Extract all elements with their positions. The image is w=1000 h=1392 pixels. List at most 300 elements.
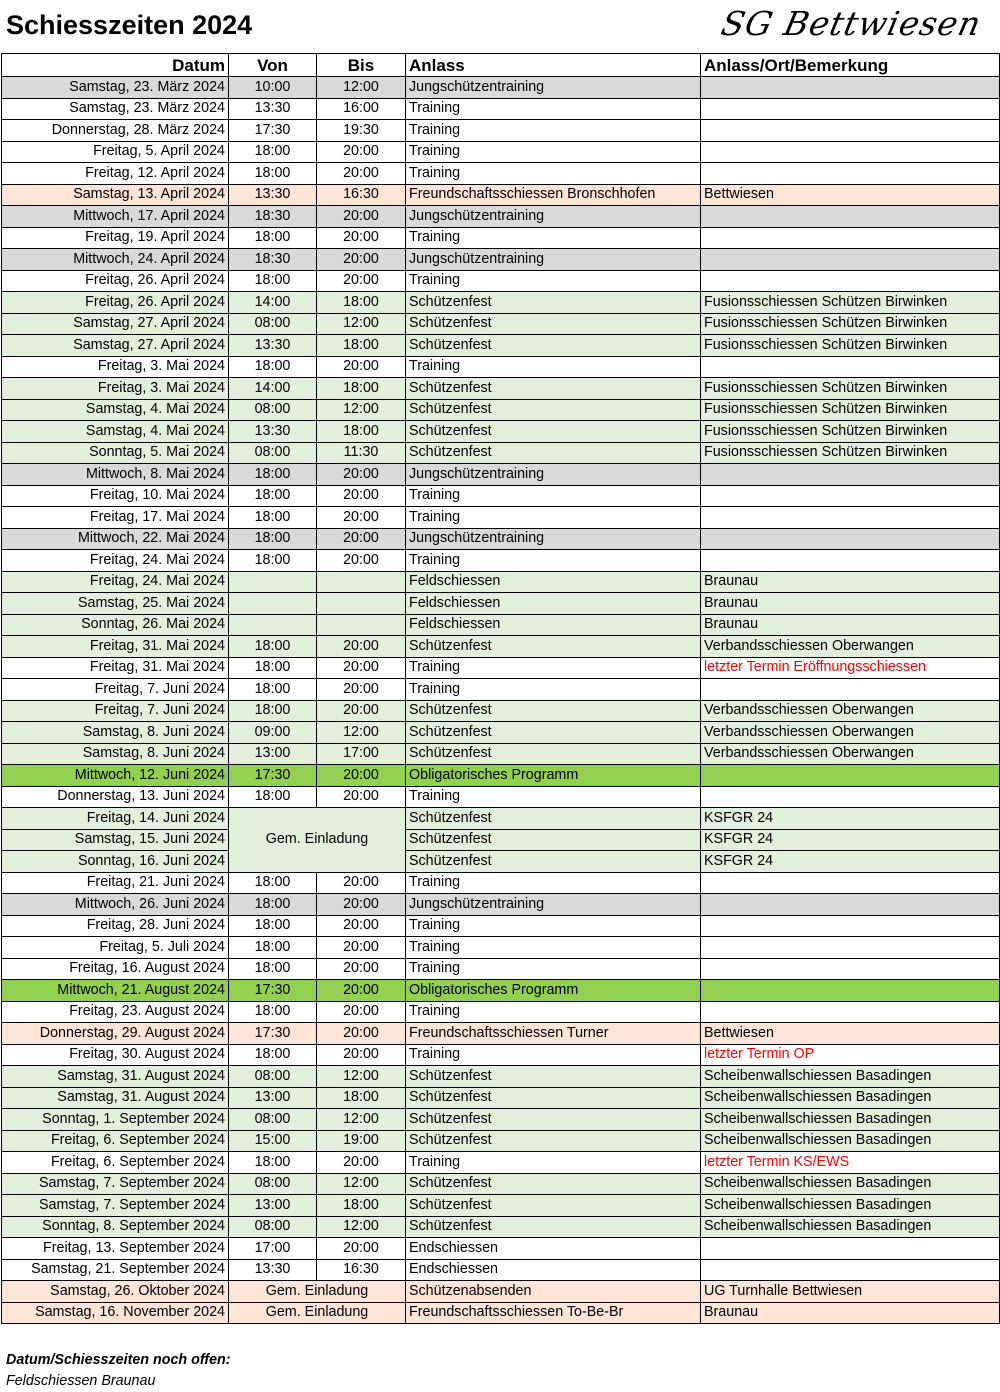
table-row — [2, 249, 1000, 271]
table-row — [2, 679, 1000, 701]
cell-datum: Samstag, 23. März 2024 — [2, 77, 229, 99]
cell-bemerkung: Bettwiesen — [701, 1023, 1000, 1045]
cell-bis: 12:00 — [317, 399, 406, 421]
cell-bemerkung: Scheibenwallschiessen Basadingen — [701, 1173, 1000, 1195]
cell-datum: Samstag, 27. April 2024 — [2, 313, 229, 335]
cell-datum: Freitag, 24. Mai 2024 — [2, 571, 229, 593]
cell-bemerkung — [701, 1238, 1000, 1260]
cell-bemerkung: KSFGR 24 — [701, 829, 1000, 851]
cell-datum: Freitag, 19. April 2024 — [2, 227, 229, 249]
table-row — [2, 485, 1000, 507]
cell-von — [229, 614, 317, 636]
cell-bis: 20:00 — [317, 528, 406, 550]
cell-bemerkung — [701, 1259, 1000, 1281]
cell-bemerkung: Verbandsschiessen Oberwangen — [701, 700, 1000, 722]
cell-datum: Freitag, 5. Juli 2024 — [2, 937, 229, 959]
cell-anlass: Schützenfest — [406, 442, 701, 464]
schedule-table — [1, 53, 1000, 1324]
cell-bis: 20:00 — [317, 915, 406, 937]
cell-von: 18:00 — [229, 1152, 317, 1174]
table-row — [2, 958, 1000, 980]
cell-bis: 18:00 — [317, 292, 406, 314]
header-von: Von — [229, 54, 317, 77]
cell-bemerkung: Scheibenwallschiessen Basadingen — [701, 1066, 1000, 1088]
cell-bemerkung: Scheibenwallschiessen Basadingen — [701, 1216, 1000, 1238]
cell-bis: 20:00 — [317, 636, 406, 658]
table-row — [2, 528, 1000, 550]
cell-bemerkung: letzter Termin OP — [701, 1044, 1000, 1066]
cell-anlass: Training — [406, 1044, 701, 1066]
header-bis: Bis — [317, 54, 406, 77]
cell-bemerkung — [701, 528, 1000, 550]
cell-datum: Freitag, 6. September 2024 — [2, 1152, 229, 1174]
cell-datum: Samstag, 8. Juni 2024 — [2, 743, 229, 765]
cell-bis: 19:00 — [317, 1130, 406, 1152]
table-row — [2, 1302, 1000, 1324]
cell-bemerkung: Braunau — [701, 1302, 1000, 1324]
cell-bis: 20:00 — [317, 894, 406, 916]
cell-von: 13:30 — [229, 335, 317, 357]
cell-bemerkung — [701, 464, 1000, 486]
cell-anlass: Training — [406, 356, 701, 378]
table-row — [2, 313, 1000, 335]
cell-anlass: Schützenfest — [406, 378, 701, 400]
cell-bis: 20:00 — [317, 1238, 406, 1260]
cell-von-bis-merged: Gem. Einladung — [229, 808, 406, 873]
cell-von: 18:00 — [229, 679, 317, 701]
cell-von: 13:30 — [229, 421, 317, 443]
cell-bemerkung — [701, 227, 1000, 249]
cell-datum: Samstag, 16. November 2024 — [2, 1302, 229, 1324]
cell-von: 18:00 — [229, 464, 317, 486]
cell-bemerkung — [701, 937, 1000, 959]
table-row — [2, 77, 1000, 99]
cell-datum: Freitag, 3. Mai 2024 — [2, 356, 229, 378]
cell-anlass: Training — [406, 679, 701, 701]
cell-anlass: Schützenfest — [406, 700, 701, 722]
cell-bemerkung — [701, 98, 1000, 120]
cell-bis — [317, 614, 406, 636]
cell-datum: Sonntag, 16. Juni 2024 — [2, 851, 229, 873]
cell-datum: Samstag, 15. Juni 2024 — [2, 829, 229, 851]
cell-anlass: Training — [406, 227, 701, 249]
table-row — [2, 141, 1000, 163]
table-row — [2, 356, 1000, 378]
table-row — [2, 657, 1000, 679]
cell-bis: 20:00 — [317, 550, 406, 572]
cell-anlass: Training — [406, 1001, 701, 1023]
cell-bis: 20:00 — [317, 206, 406, 228]
cell-datum: Samstag, 4. Mai 2024 — [2, 421, 229, 443]
cell-von: 08:00 — [229, 313, 317, 335]
cell-datum: Freitag, 26. April 2024 — [2, 270, 229, 292]
table-row — [2, 872, 1000, 894]
table-row — [2, 399, 1000, 421]
cell-von: 18:00 — [229, 227, 317, 249]
table-row — [2, 700, 1000, 722]
table-row — [2, 636, 1000, 658]
table-row — [2, 614, 1000, 636]
cell-von: 18:00 — [229, 485, 317, 507]
cell-von: 18:00 — [229, 700, 317, 722]
cell-bis: 12:00 — [317, 1066, 406, 1088]
cell-anlass: Schützenfest — [406, 399, 701, 421]
cell-bemerkung: Verbandsschiessen Oberwangen — [701, 743, 1000, 765]
cell-bemerkung: Fusionsschiessen Schützen Birwinken — [701, 335, 1000, 357]
header-anlass: Anlass — [406, 54, 701, 77]
cell-anlass: Jungschützentraining — [406, 894, 701, 916]
cell-bis: 20:00 — [317, 227, 406, 249]
cell-bis: 20:00 — [317, 980, 406, 1002]
cell-von: 14:00 — [229, 378, 317, 400]
cell-von: 18:30 — [229, 249, 317, 271]
table-row — [2, 206, 1000, 228]
cell-anlass: Training — [406, 507, 701, 529]
cell-anlass: Training — [406, 120, 701, 142]
table-row — [2, 292, 1000, 314]
cell-bemerkung: Fusionsschiessen Schützen Birwinken — [701, 313, 1000, 335]
cell-bis: 18:00 — [317, 378, 406, 400]
cell-bemerkung — [701, 894, 1000, 916]
cell-von: 13:30 — [229, 1259, 317, 1281]
table-row — [2, 851, 1000, 873]
cell-anlass: Schützenfest — [406, 313, 701, 335]
cell-anlass: Training — [406, 786, 701, 808]
cell-datum: Mittwoch, 26. Juni 2024 — [2, 894, 229, 916]
cell-anlass: Training — [406, 163, 701, 185]
cell-datum: Samstag, 25. Mai 2024 — [2, 593, 229, 615]
cell-datum: Samstag, 26. Oktober 2024 — [2, 1281, 229, 1303]
cell-bemerkung: Scheibenwallschiessen Basadingen — [701, 1130, 1000, 1152]
cell-datum: Mittwoch, 17. April 2024 — [2, 206, 229, 228]
cell-anlass: Obligatorisches Programm — [406, 765, 701, 787]
cell-anlass: Training — [406, 937, 701, 959]
cell-anlass: Schützenfest — [406, 1173, 701, 1195]
cell-anlass: Schützenfest — [406, 1216, 701, 1238]
cell-anlass: Schützenfest — [406, 829, 701, 851]
cell-von: 18:00 — [229, 636, 317, 658]
cell-anlass: Freundschaftsschiessen Bronschhofen — [406, 184, 701, 206]
cell-anlass: Obligatorisches Programm — [406, 980, 701, 1002]
table-row — [2, 571, 1000, 593]
cell-datum: Samstag, 7. September 2024 — [2, 1173, 229, 1195]
table-row — [2, 765, 1000, 787]
cell-von: 08:00 — [229, 1066, 317, 1088]
cell-datum: Freitag, 31. Mai 2024 — [2, 636, 229, 658]
cell-anlass: Schützenfest — [406, 335, 701, 357]
cell-bemerkung — [701, 786, 1000, 808]
cell-datum: Samstag, 8. Juni 2024 — [2, 722, 229, 744]
cell-anlass: Training — [406, 485, 701, 507]
cell-datum: Freitag, 3. Mai 2024 — [2, 378, 229, 400]
cell-anlass: Training — [406, 915, 701, 937]
cell-von: 18:00 — [229, 958, 317, 980]
table-row — [2, 270, 1000, 292]
cell-datum: Freitag, 7. Juni 2024 — [2, 679, 229, 701]
cell-von: 18:00 — [229, 141, 317, 163]
cell-bis: 20:00 — [317, 937, 406, 959]
cell-von: 17:30 — [229, 1023, 317, 1045]
cell-anlass: Schützenfest — [406, 1066, 701, 1088]
cell-von-bis-merged: Gem. Einladung — [229, 1302, 406, 1324]
cell-anlass: Jungschützentraining — [406, 249, 701, 271]
cell-datum: Mittwoch, 22. Mai 2024 — [2, 528, 229, 550]
table-row — [2, 1087, 1000, 1109]
table-row — [2, 421, 1000, 443]
cell-bis: 20:00 — [317, 679, 406, 701]
cell-bis: 16:30 — [317, 1259, 406, 1281]
table-row — [2, 1109, 1000, 1131]
cell-von: 17:30 — [229, 765, 317, 787]
table-row — [2, 464, 1000, 486]
cell-bemerkung: Fusionsschiessen Schützen Birwinken — [701, 292, 1000, 314]
table-header-row — [2, 54, 1000, 77]
cell-bemerkung — [701, 507, 1000, 529]
cell-bemerkung: Verbandsschiessen Oberwangen — [701, 722, 1000, 744]
cell-bis: 12:00 — [317, 1216, 406, 1238]
cell-anlass: Training — [406, 550, 701, 572]
cell-bemerkung — [701, 163, 1000, 185]
cell-datum: Freitag, 7. Juni 2024 — [2, 700, 229, 722]
table-row — [2, 550, 1000, 572]
footer-notes — [6, 1350, 231, 1392]
cell-anlass: Schützenfest — [406, 851, 701, 873]
cell-datum: Sonntag, 8. September 2024 — [2, 1216, 229, 1238]
cell-von: 18:00 — [229, 1001, 317, 1023]
table-row — [2, 593, 1000, 615]
cell-bemerkung: Verbandsschiessen Oberwangen — [701, 636, 1000, 658]
cell-bis: 20:00 — [317, 1044, 406, 1066]
cell-von: 08:00 — [229, 1173, 317, 1195]
cell-datum: Freitag, 30. August 2024 — [2, 1044, 229, 1066]
cell-datum: Donnerstag, 13. Juni 2024 — [2, 786, 229, 808]
cell-von: 18:00 — [229, 915, 317, 937]
cell-bemerkung — [701, 77, 1000, 99]
cell-datum: Freitag, 28. Juni 2024 — [2, 915, 229, 937]
table-row — [2, 184, 1000, 206]
cell-datum: Samstag, 31. August 2024 — [2, 1087, 229, 1109]
table-row — [2, 808, 1000, 830]
cell-bemerkung: Scheibenwallschiessen Basadingen — [701, 1195, 1000, 1217]
club-logo: SG Bettwiesen — [717, 4, 986, 43]
cell-von-bis-merged: Gem. Einladung — [229, 1281, 406, 1303]
cell-datum: Freitag, 23. August 2024 — [2, 1001, 229, 1023]
cell-datum: Freitag, 31. Mai 2024 — [2, 657, 229, 679]
table-row — [2, 442, 1000, 464]
cell-von: 17:00 — [229, 1238, 317, 1260]
cell-datum: Freitag, 6. September 2024 — [2, 1130, 229, 1152]
cell-bis: 12:00 — [317, 1173, 406, 1195]
cell-von: 15:00 — [229, 1130, 317, 1152]
cell-bis: 17:00 — [317, 743, 406, 765]
cell-bemerkung — [701, 915, 1000, 937]
cell-bis: 11:30 — [317, 442, 406, 464]
cell-bis: 20:00 — [317, 485, 406, 507]
cell-bis: 20:00 — [317, 507, 406, 529]
cell-anlass: Schützenfest — [406, 292, 701, 314]
cell-bemerkung — [701, 980, 1000, 1002]
cell-bemerkung: Fusionsschiessen Schützen Birwinken — [701, 378, 1000, 400]
cell-anlass: Endschiessen — [406, 1238, 701, 1260]
table-row — [2, 980, 1000, 1002]
cell-anlass: Schützenfest — [406, 636, 701, 658]
cell-datum: Samstag, 23. März 2024 — [2, 98, 229, 120]
cell-bemerkung: Braunau — [701, 614, 1000, 636]
cell-datum: Mittwoch, 21. August 2024 — [2, 980, 229, 1002]
cell-datum: Freitag, 12. April 2024 — [2, 163, 229, 185]
cell-anlass: Jungschützentraining — [406, 528, 701, 550]
cell-bemerkung: Braunau — [701, 593, 1000, 615]
cell-datum: Freitag, 24. Mai 2024 — [2, 550, 229, 572]
cell-von: 18:00 — [229, 786, 317, 808]
cell-datum: Samstag, 13. April 2024 — [2, 184, 229, 206]
table-row — [2, 829, 1000, 851]
cell-bemerkung — [701, 679, 1000, 701]
cell-bemerkung: UG Turnhalle Bettwiesen — [701, 1281, 1000, 1303]
cell-bemerkung — [701, 550, 1000, 572]
cell-anlass: Schützenfest — [406, 1087, 701, 1109]
cell-anlass: Jungschützentraining — [406, 206, 701, 228]
cell-anlass: Training — [406, 872, 701, 894]
cell-bis: 20:00 — [317, 249, 406, 271]
cell-datum: Sonntag, 1. September 2024 — [2, 1109, 229, 1131]
cell-von: 18:00 — [229, 356, 317, 378]
cell-von: 18:00 — [229, 872, 317, 894]
cell-datum: Samstag, 27. April 2024 — [2, 335, 229, 357]
cell-bis: 20:00 — [317, 1001, 406, 1023]
cell-bemerkung — [701, 485, 1000, 507]
cell-bis: 20:00 — [317, 958, 406, 980]
cell-bis: 20:00 — [317, 356, 406, 378]
cell-bis: 20:00 — [317, 765, 406, 787]
cell-bis: 18:00 — [317, 1195, 406, 1217]
cell-datum: Samstag, 7. September 2024 — [2, 1195, 229, 1217]
cell-anlass: Training — [406, 657, 701, 679]
cell-anlass: Jungschützentraining — [406, 464, 701, 486]
cell-von: 13:30 — [229, 98, 317, 120]
table-row — [2, 894, 1000, 916]
cell-von: 18:00 — [229, 657, 317, 679]
cell-von: 17:30 — [229, 980, 317, 1002]
cell-von: 18:00 — [229, 270, 317, 292]
cell-datum: Freitag, 10. Mai 2024 — [2, 485, 229, 507]
cell-von: 08:00 — [229, 1109, 317, 1131]
cell-bemerkung — [701, 120, 1000, 142]
cell-von — [229, 571, 317, 593]
cell-bemerkung: KSFGR 24 — [701, 851, 1000, 873]
cell-bemerkung — [701, 270, 1000, 292]
cell-bis — [317, 593, 406, 615]
cell-von: 18:00 — [229, 1044, 317, 1066]
cell-anlass: Training — [406, 958, 701, 980]
table-row — [2, 1044, 1000, 1066]
cell-von: 18:00 — [229, 528, 317, 550]
cell-bis: 20:00 — [317, 464, 406, 486]
table-row — [2, 743, 1000, 765]
table-row — [2, 786, 1000, 808]
cell-datum: Samstag, 31. August 2024 — [2, 1066, 229, 1088]
cell-datum: Samstag, 4. Mai 2024 — [2, 399, 229, 421]
cell-anlass: Feldschiessen — [406, 593, 701, 615]
cell-von: 08:00 — [229, 1216, 317, 1238]
cell-anlass: Feldschiessen — [406, 614, 701, 636]
cell-anlass: Training — [406, 141, 701, 163]
cell-bemerkung: Fusionsschiessen Schützen Birwinken — [701, 421, 1000, 443]
cell-anlass: Schützenfest — [406, 1130, 701, 1152]
table-row — [2, 1238, 1000, 1260]
table-row — [2, 722, 1000, 744]
cell-bis: 16:30 — [317, 184, 406, 206]
cell-datum: Freitag, 21. Juni 2024 — [2, 872, 229, 894]
cell-bis: 20:00 — [317, 1023, 406, 1045]
cell-anlass: Schützenfest — [406, 722, 701, 744]
cell-bis: 12:00 — [317, 77, 406, 99]
cell-anlass: Freundschaftsschiessen To-Be-Br — [406, 1302, 701, 1324]
cell-bemerkung — [701, 356, 1000, 378]
cell-bis: 20:00 — [317, 141, 406, 163]
cell-bis: 18:00 — [317, 335, 406, 357]
cell-von: 09:00 — [229, 722, 317, 744]
table-row — [2, 378, 1000, 400]
cell-bemerkung: Scheibenwallschiessen Basadingen — [701, 1087, 1000, 1109]
table-row — [2, 1173, 1000, 1195]
table-row — [2, 1152, 1000, 1174]
cell-von: 14:00 — [229, 292, 317, 314]
cell-bis: 20:00 — [317, 872, 406, 894]
cell-anlass: Schützenfest — [406, 1195, 701, 1217]
cell-von: 18:00 — [229, 507, 317, 529]
cell-anlass: Training — [406, 1152, 701, 1174]
cell-bemerkung — [701, 249, 1000, 271]
cell-datum: Mittwoch, 8. Mai 2024 — [2, 464, 229, 486]
cell-von: 10:00 — [229, 77, 317, 99]
table-row — [2, 163, 1000, 185]
cell-datum: Freitag, 14. Juni 2024 — [2, 808, 229, 830]
cell-datum: Freitag, 13. September 2024 — [2, 1238, 229, 1260]
cell-anlass: Feldschiessen — [406, 571, 701, 593]
cell-von: 18:00 — [229, 937, 317, 959]
cell-bemerkung — [701, 206, 1000, 228]
cell-bis: 20:00 — [317, 163, 406, 185]
cell-bis: 16:00 — [317, 98, 406, 120]
cell-bis: 18:00 — [317, 1087, 406, 1109]
table-row — [2, 1130, 1000, 1152]
cell-bis: 12:00 — [317, 313, 406, 335]
cell-bis — [317, 571, 406, 593]
cell-anlass: Freundschaftsschiessen Turner — [406, 1023, 701, 1045]
cell-von: 13:30 — [229, 184, 317, 206]
table-row — [2, 507, 1000, 529]
cell-datum: Freitag, 17. Mai 2024 — [2, 507, 229, 529]
table-row — [2, 937, 1000, 959]
cell-anlass: Training — [406, 270, 701, 292]
cell-anlass: Schützenfest — [406, 808, 701, 830]
schedule-body — [2, 77, 1000, 1324]
table-row — [2, 120, 1000, 142]
cell-von: 13:00 — [229, 1195, 317, 1217]
cell-anlass: Schützenfest — [406, 421, 701, 443]
cell-bis: 12:00 — [317, 1109, 406, 1131]
cell-datum: Sonntag, 26. Mai 2024 — [2, 614, 229, 636]
cell-bis: 20:00 — [317, 270, 406, 292]
cell-bemerkung: Braunau — [701, 571, 1000, 593]
table-row — [2, 1216, 1000, 1238]
table-row — [2, 335, 1000, 357]
cell-bis: 18:00 — [317, 421, 406, 443]
cell-von: 13:00 — [229, 743, 317, 765]
header-datum: Datum — [2, 54, 229, 77]
cell-datum: Freitag, 5. April 2024 — [2, 141, 229, 163]
